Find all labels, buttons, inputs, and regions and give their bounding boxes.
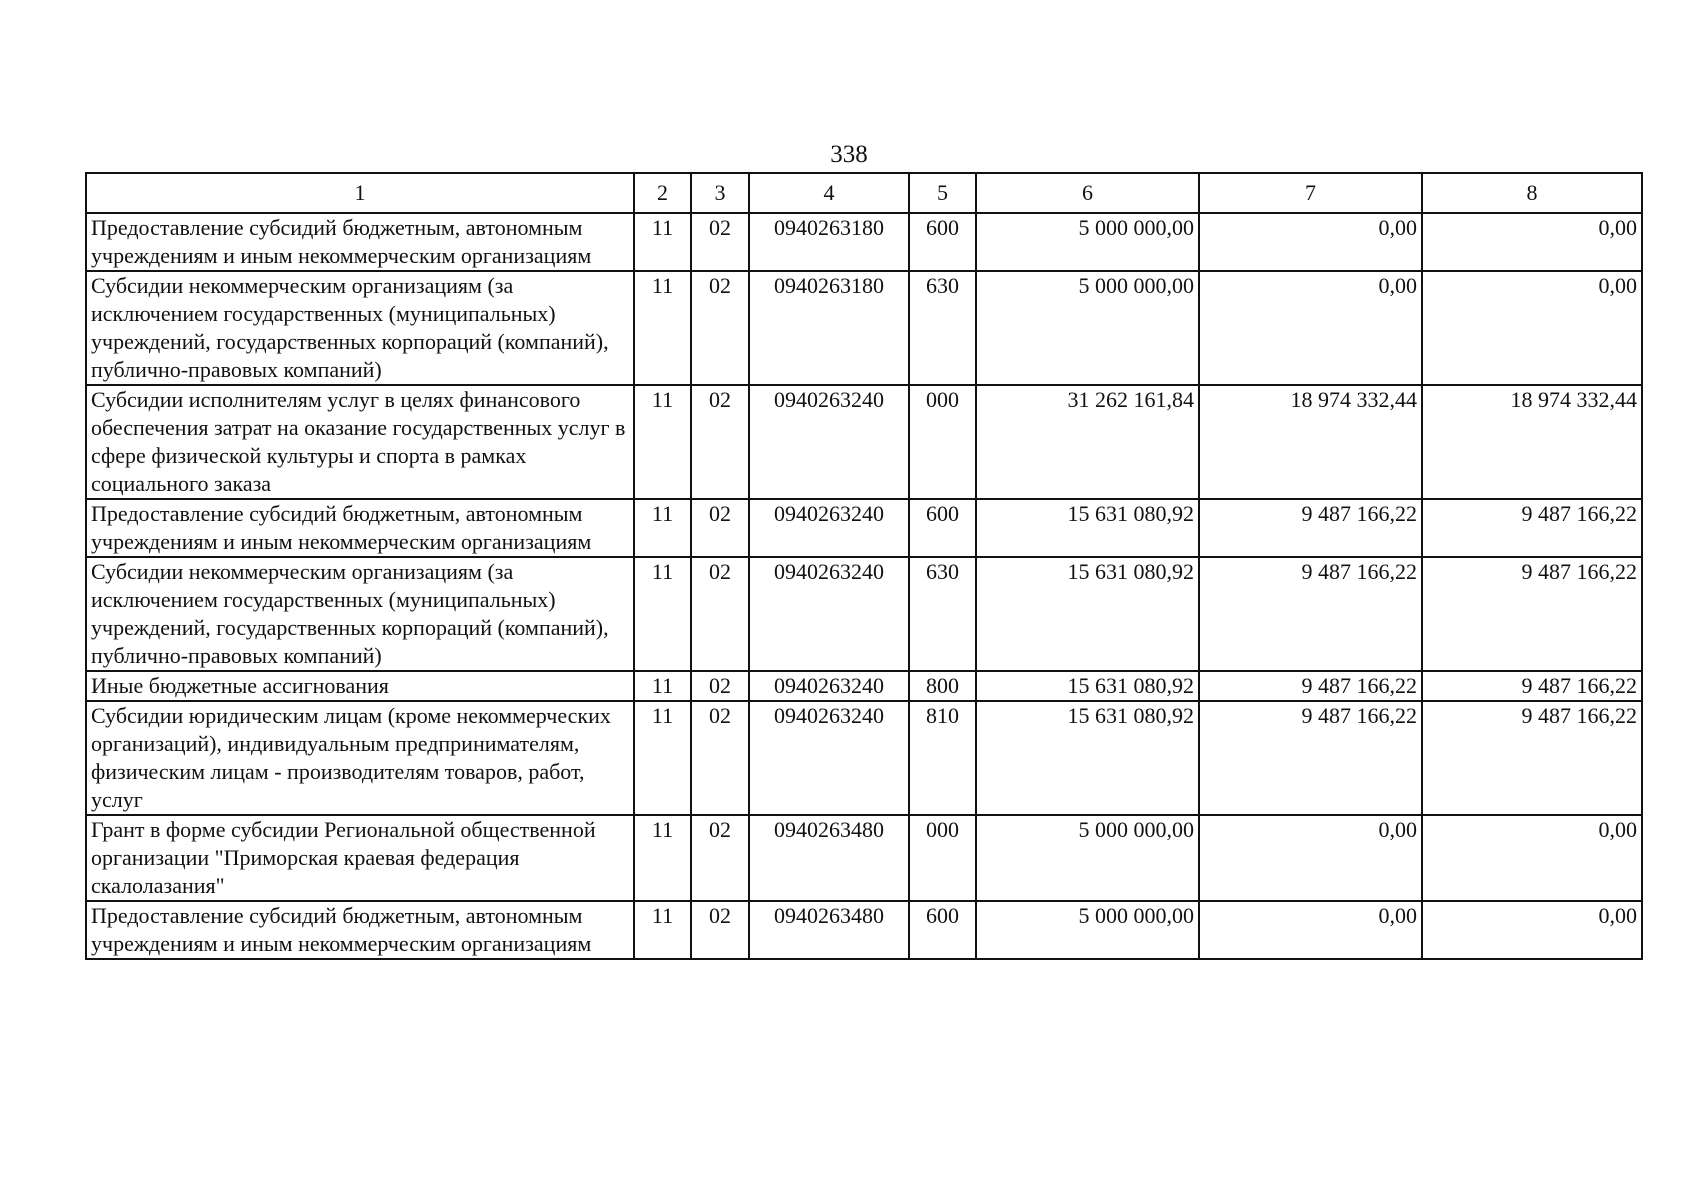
column-header: 7: [1199, 173, 1422, 213]
amount-col8-cell: 0,00: [1422, 213, 1642, 271]
budget-table: [85, 172, 1643, 960]
expense-type-cell: 000: [909, 815, 976, 901]
amount-col7-cell: 0,00: [1199, 815, 1422, 901]
amount-col7-cell: 18 974 332,44: [1199, 385, 1422, 499]
table-row: [86, 815, 1642, 901]
column-header: 6: [976, 173, 1199, 213]
table-row: [86, 557, 1642, 671]
column-header: 2: [634, 173, 691, 213]
subsection-code-cell: 02: [691, 901, 749, 959]
column-header: 3: [691, 173, 749, 213]
target-article-cell: 0940263180: [749, 271, 909, 385]
column-header: 1: [86, 173, 634, 213]
amount-col6-cell: 31 262 161,84: [976, 385, 1199, 499]
section-code-cell: 11: [634, 499, 691, 557]
table-row: [86, 499, 1642, 557]
column-header: 4: [749, 173, 909, 213]
amount-col8-cell: 18 974 332,44: [1422, 385, 1642, 499]
expense-type-cell: 630: [909, 271, 976, 385]
amount-col6-cell: 5 000 000,00: [976, 815, 1199, 901]
page-number: 338: [830, 141, 868, 168]
amount-col6-cell: 15 631 080,92: [976, 671, 1199, 701]
expense-name-cell: Иные бюджетные ассигнования: [86, 671, 634, 701]
column-header: 8: [1422, 173, 1642, 213]
table-row: [86, 901, 1642, 959]
expense-name-cell: Субсидии некоммерческим организациям (за исключением государственных (муниципальных) учреждений, государственных корпораций (компаний), публично-правовых компаний): [86, 557, 634, 671]
amount-col7-cell: 9 487 166,22: [1199, 671, 1422, 701]
expense-type-cell: 810: [909, 701, 976, 815]
amount-col7-cell: 9 487 166,22: [1199, 557, 1422, 671]
expense-name-cell: Субсидии исполнителям услуг в целях финансового обеспечения затрат на оказание государственных услуг в сфере физической культуры и спорта в рамках социального заказа: [86, 385, 634, 499]
target-article-cell: 0940263240: [749, 499, 909, 557]
section-code-cell: 11: [634, 385, 691, 499]
amount-col8-cell: 9 487 166,22: [1422, 671, 1642, 701]
amount-col8-cell: 0,00: [1422, 901, 1642, 959]
amount-col8-cell: 0,00: [1422, 271, 1642, 385]
expense-name-cell: Предоставление субсидий бюджетным, автономным учреждениям и иным некоммерческим организациям: [86, 499, 634, 557]
amount-col8-cell: 0,00: [1422, 815, 1642, 901]
target-article-cell: 0940263240: [749, 557, 909, 671]
table-row: [86, 271, 1642, 385]
target-article-cell: 0940263240: [749, 671, 909, 701]
expense-name-cell: Предоставление субсидий бюджетным, автономным учреждениям и иным некоммерческим организациям: [86, 213, 634, 271]
subsection-code-cell: 02: [691, 815, 749, 901]
section-code-cell: 11: [634, 901, 691, 959]
section-code-cell: 11: [634, 557, 691, 671]
section-code-cell: 11: [634, 213, 691, 271]
table-row: [86, 385, 1642, 499]
section-code-cell: 11: [634, 815, 691, 901]
target-article-cell: 0940263480: [749, 901, 909, 959]
amount-col6-cell: 15 631 080,92: [976, 701, 1199, 815]
expense-type-cell: 600: [909, 499, 976, 557]
target-article-cell: 0940263480: [749, 815, 909, 901]
amount-col8-cell: 9 487 166,22: [1422, 499, 1642, 557]
subsection-code-cell: 02: [691, 213, 749, 271]
subsection-code-cell: 02: [691, 499, 749, 557]
amount-col6-cell: 15 631 080,92: [976, 557, 1199, 671]
expense-type-cell: 600: [909, 213, 976, 271]
target-article-cell: 0940263240: [749, 385, 909, 499]
amount-col8-cell: 9 487 166,22: [1422, 557, 1642, 671]
table-row: [86, 701, 1642, 815]
amount-col6-cell: 5 000 000,00: [976, 213, 1199, 271]
expense-name-cell: Субсидии юридическим лицам (кроме некоммерческих организаций), индивидуальным предпринимателям, физическим лицам - производителям товаров, работ, услуг: [86, 701, 634, 815]
subsection-code-cell: 02: [691, 671, 749, 701]
expense-name-cell: Субсидии некоммерческим организациям (за исключением государственных (муниципальных) учреждений, государственных корпораций (компаний), публично-правовых компаний): [86, 271, 634, 385]
target-article-cell: 0940263240: [749, 701, 909, 815]
table-header-row: [86, 173, 1642, 213]
subsection-code-cell: 02: [691, 385, 749, 499]
section-code-cell: 11: [634, 671, 691, 701]
expense-type-cell: 800: [909, 671, 976, 701]
expense-name-cell: Грант в форме субсидии Региональной общественной организации "Приморская краевая федерация скалолазания": [86, 815, 634, 901]
table-row: [86, 213, 1642, 271]
section-code-cell: 11: [634, 701, 691, 815]
section-code-cell: 11: [634, 271, 691, 385]
amount-col6-cell: 5 000 000,00: [976, 901, 1199, 959]
amount-col7-cell: 0,00: [1199, 271, 1422, 385]
column-header: 5: [909, 173, 976, 213]
expense-name-cell: Предоставление субсидий бюджетным, автономным учреждениям и иным некоммерческим организациям: [86, 901, 634, 959]
target-article-cell: 0940263180: [749, 213, 909, 271]
expense-type-cell: 600: [909, 901, 976, 959]
subsection-code-cell: 02: [691, 701, 749, 815]
expense-type-cell: 630: [909, 557, 976, 671]
table-row: [86, 671, 1642, 701]
amount-col7-cell: 9 487 166,22: [1199, 701, 1422, 815]
amount-col7-cell: 9 487 166,22: [1199, 499, 1422, 557]
subsection-code-cell: 02: [691, 557, 749, 671]
amount-col7-cell: 0,00: [1199, 901, 1422, 959]
amount-col6-cell: 15 631 080,92: [976, 499, 1199, 557]
expense-type-cell: 000: [909, 385, 976, 499]
subsection-code-cell: 02: [691, 271, 749, 385]
amount-col6-cell: 5 000 000,00: [976, 271, 1199, 385]
amount-col8-cell: 9 487 166,22: [1422, 701, 1642, 815]
amount-col7-cell: 0,00: [1199, 213, 1422, 271]
